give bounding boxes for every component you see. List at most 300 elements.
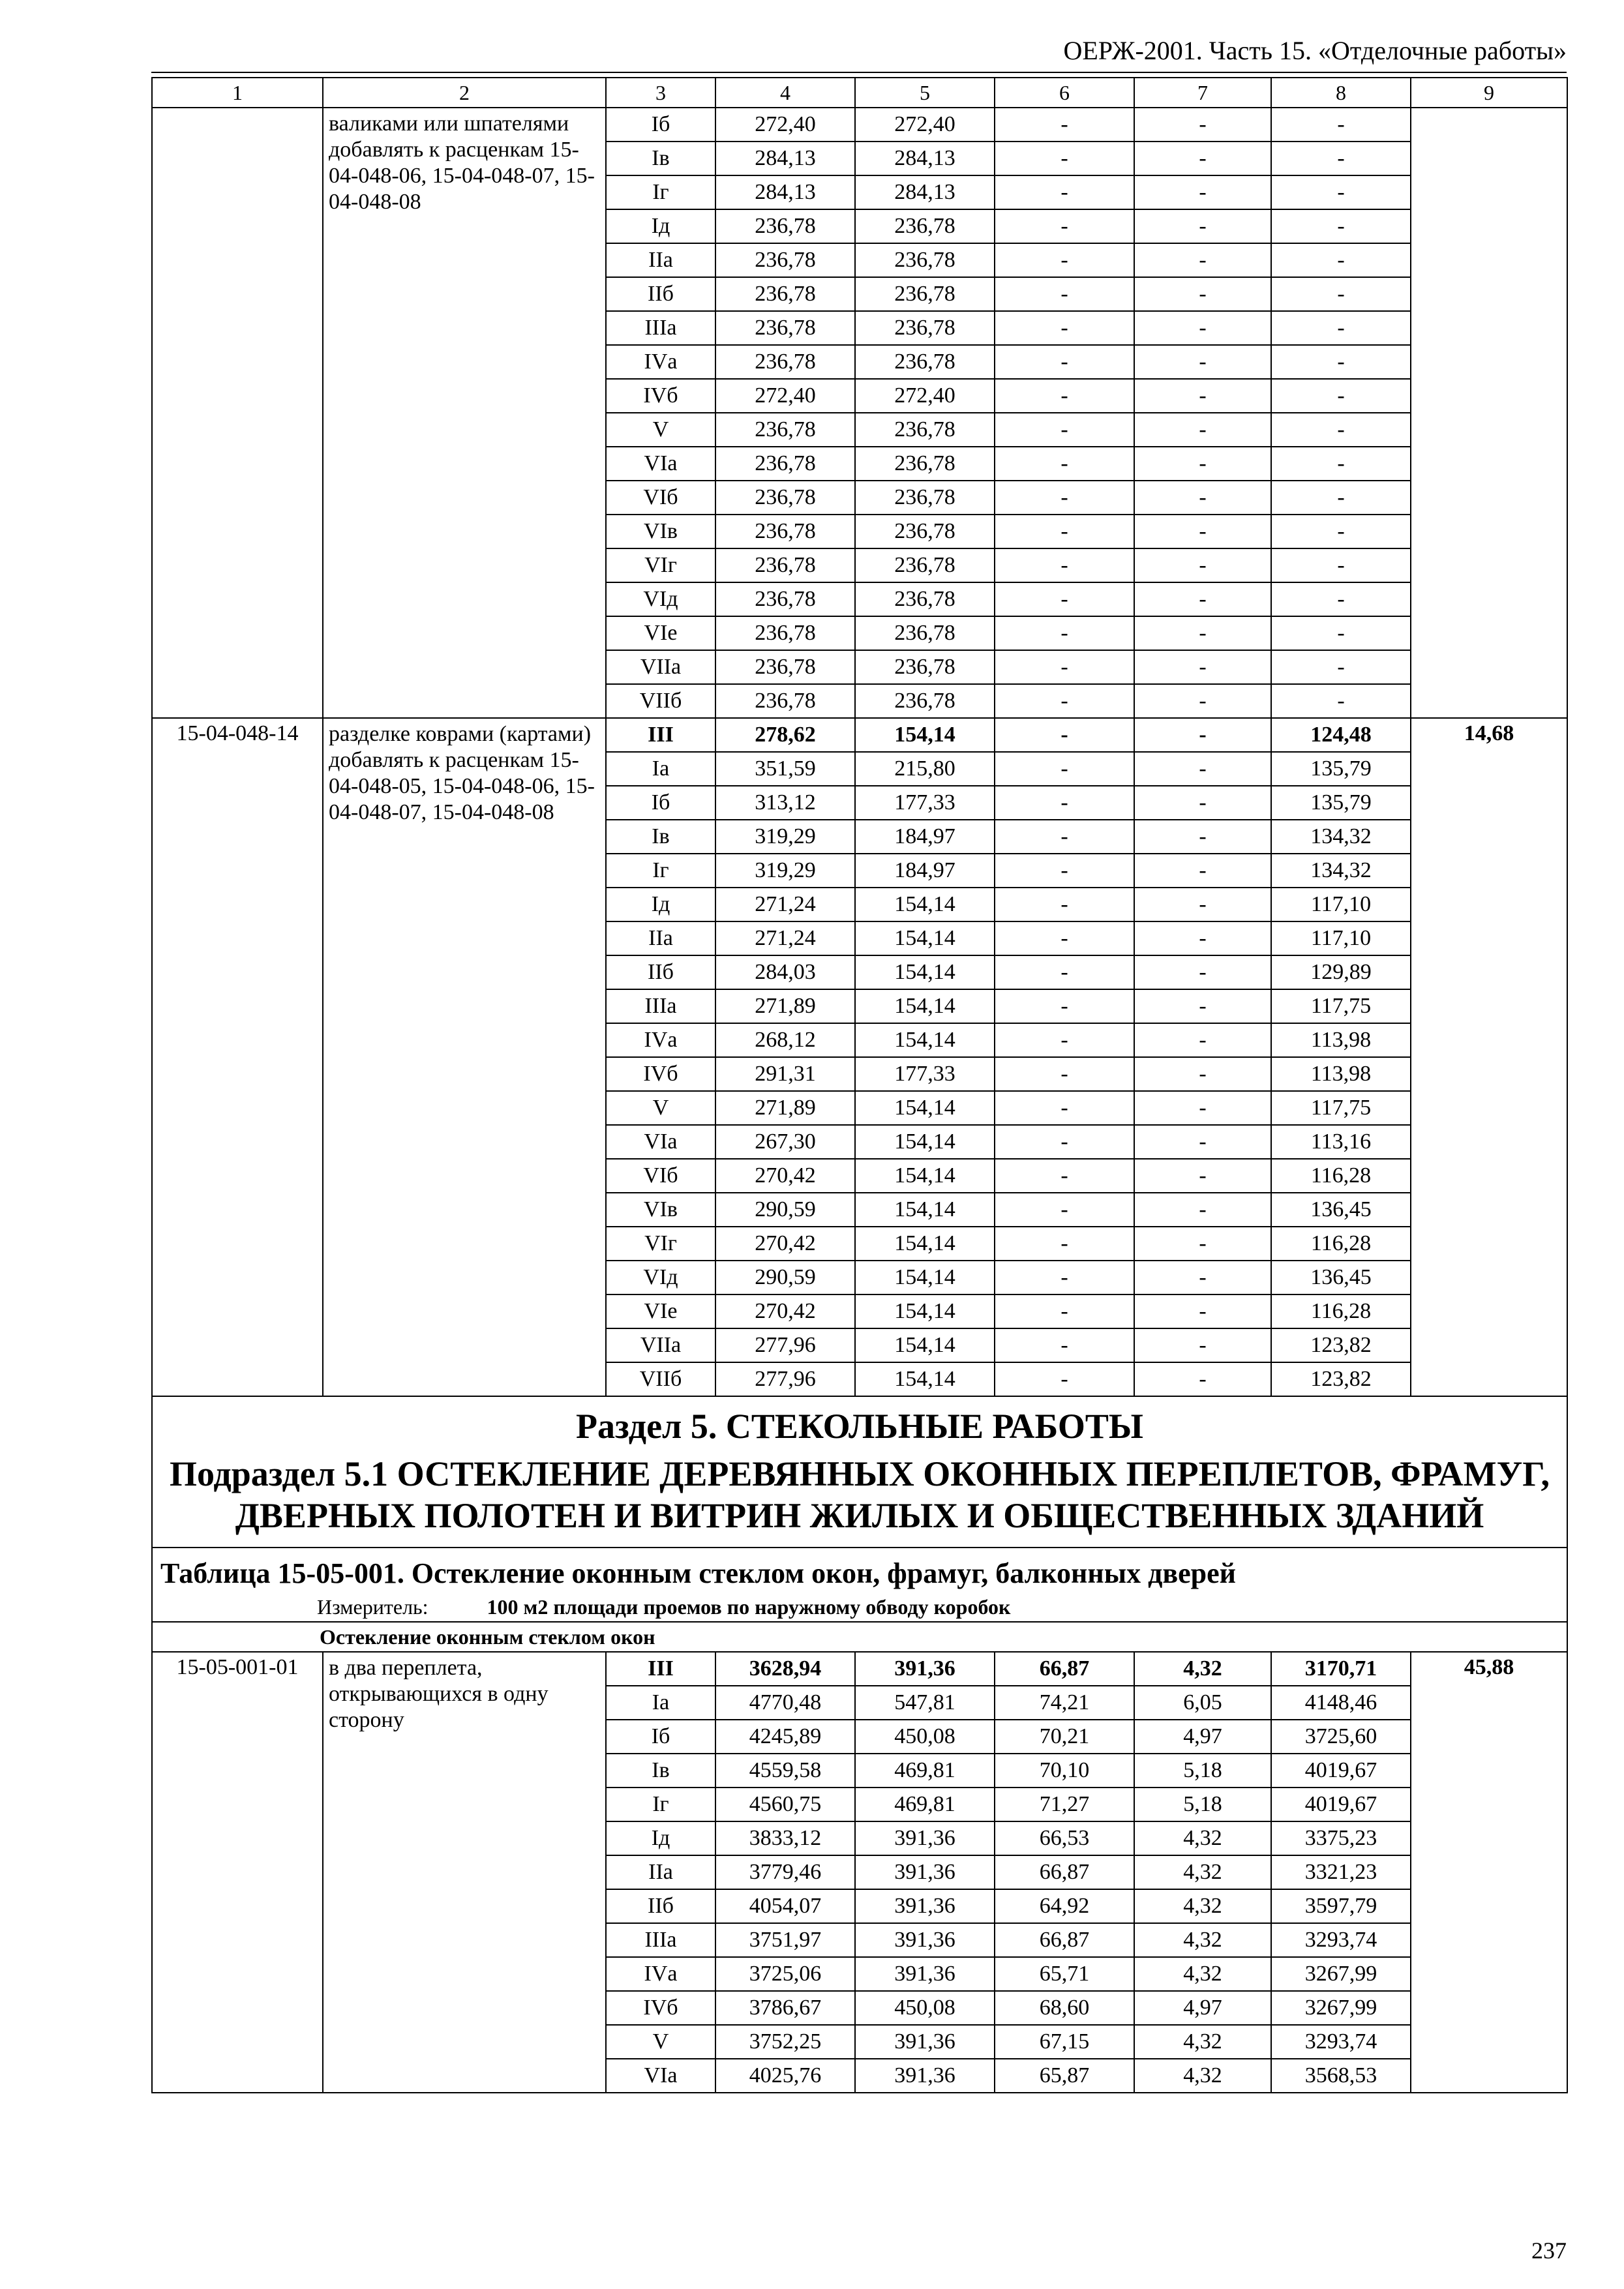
total-cost-cell: 271,24 (715, 921, 855, 955)
zone-cell: Iб (606, 108, 715, 142)
wages-cell: 391,36 (855, 2059, 995, 2093)
total-cost-cell: 236,78 (715, 209, 855, 243)
zone-cell: Iв (606, 820, 715, 854)
zone-cell: Iд (606, 1821, 715, 1855)
zone-cell: IVа (606, 345, 715, 379)
machinist-wages-cell: 4,32 (1134, 1821, 1271, 1855)
wages-cell: 154,14 (855, 1227, 995, 1261)
total-cost-cell: 236,78 (715, 650, 855, 684)
machinist-wages-cell: 4,32 (1134, 1923, 1271, 1957)
zone-cell: IIб (606, 955, 715, 989)
total-cost-cell: 272,40 (715, 379, 855, 413)
materials-cell: 135,79 (1271, 786, 1411, 820)
zone-cell: VIе (606, 616, 715, 650)
measure-line (160, 1596, 1559, 1617)
total-cost-cell: 270,42 (715, 1227, 855, 1261)
zone-cell: VIIа (606, 1328, 715, 1362)
total-cost-cell: 284,13 (715, 175, 855, 209)
total-cost-cell: 3833,12 (715, 1821, 855, 1855)
machines-cell: - (995, 888, 1134, 921)
table-title-row (152, 1548, 1567, 1622)
machines-cell: 70,21 (995, 1720, 1134, 1754)
machinist-wages-cell: - (1134, 447, 1271, 481)
machines-cell: 66,87 (995, 1652, 1134, 1686)
materials-cell: 3321,23 (1271, 1855, 1411, 1889)
wages-cell: 236,78 (855, 345, 995, 379)
zone-cell: Iа (606, 1686, 715, 1720)
machines-cell: 74,21 (995, 1686, 1134, 1720)
machinist-wages-cell: - (1134, 752, 1271, 786)
rate-description: валиками или шпателями добавлять к расценкам 15-04-048-06, 15-04-048-07, 15-04-048-08 (323, 108, 606, 718)
machines-cell: 64,92 (995, 1889, 1134, 1923)
labor-cost-cell: 45,88 (1411, 1652, 1567, 2093)
total-cost-cell: 3779,46 (715, 1855, 855, 1889)
total-cost-cell: 3725,06 (715, 1957, 855, 1991)
materials-cell: - (1271, 515, 1411, 548)
machines-cell: - (995, 752, 1134, 786)
machines-cell: - (995, 379, 1134, 413)
machines-cell: 65,87 (995, 2059, 1134, 2093)
page-number: 237 (1531, 2237, 1567, 2264)
machines-cell: - (995, 345, 1134, 379)
zone-cell: III (606, 718, 715, 752)
materials-cell: 135,79 (1271, 752, 1411, 786)
materials-cell: - (1271, 345, 1411, 379)
materials-cell: 123,82 (1271, 1362, 1411, 1396)
section-title: Раздел 5. СТЕКОЛЬНЫЕ РАБОТЫ (576, 1407, 1143, 1446)
total-cost-cell: 4560,75 (715, 1788, 855, 1821)
machinist-wages-cell: - (1134, 243, 1271, 277)
materials-cell: 117,10 (1271, 888, 1411, 921)
total-cost-cell: 4770,48 (715, 1686, 855, 1720)
machinist-wages-cell: - (1134, 786, 1271, 820)
machinist-wages-cell: - (1134, 684, 1271, 718)
rate-code (152, 108, 323, 718)
machines-cell: - (995, 650, 1134, 684)
total-cost-cell: 3628,94 (715, 1652, 855, 1686)
wages-cell: 391,36 (855, 1821, 995, 1855)
materials-cell: - (1271, 379, 1411, 413)
machinist-wages-cell: 5,18 (1134, 1788, 1271, 1821)
materials-cell: - (1271, 481, 1411, 515)
machines-cell: - (995, 1294, 1134, 1328)
table-title: Таблица 15-05-001. Остекление оконным стеклом окон, фрамуг, балконных дверей (160, 1557, 1237, 1589)
zone-cell: IIа (606, 1855, 715, 1889)
zone-cell: Iд (606, 888, 715, 921)
zone-cell: VIб (606, 1159, 715, 1193)
wages-cell: 236,78 (855, 277, 995, 311)
machinist-wages-cell: - (1134, 175, 1271, 209)
subheading-row (152, 1622, 1567, 1652)
machinist-wages-cell: - (1134, 1294, 1271, 1328)
zone-cell: VIIа (606, 650, 715, 684)
materials-cell: 3293,74 (1271, 2025, 1411, 2059)
total-cost-cell: 278,62 (715, 718, 855, 752)
materials-cell: - (1271, 548, 1411, 582)
total-cost-cell: 3752,25 (715, 2025, 855, 2059)
materials-cell: 4019,67 (1271, 1754, 1411, 1788)
materials-cell: - (1271, 413, 1411, 447)
machinist-wages-cell: - (1134, 1091, 1271, 1125)
total-cost-cell: 284,03 (715, 955, 855, 989)
zone-cell: VIе (606, 1294, 715, 1328)
wages-cell: 154,14 (855, 1328, 995, 1362)
total-cost-cell: 290,59 (715, 1261, 855, 1294)
wages-cell: 154,14 (855, 888, 995, 921)
labor-cost-cell: 14,68 (1411, 718, 1567, 1396)
zone-cell: Iб (606, 786, 715, 820)
machinist-wages-cell: - (1134, 1125, 1271, 1159)
materials-cell: 3267,99 (1271, 1991, 1411, 2025)
zone-cell: Iв (606, 1754, 715, 1788)
wages-cell: 154,14 (855, 1193, 995, 1227)
machines-cell: - (995, 1125, 1134, 1159)
materials-cell: - (1271, 243, 1411, 277)
zone-cell: VIг (606, 1227, 715, 1261)
wages-cell: 236,78 (855, 209, 995, 243)
wages-cell: 177,33 (855, 1057, 995, 1091)
column-number-row (152, 78, 1567, 108)
materials-cell: 4148,46 (1271, 1686, 1411, 1720)
total-cost-cell: 4559,58 (715, 1754, 855, 1788)
zone-cell: IIа (606, 243, 715, 277)
machines-cell: 70,10 (995, 1754, 1134, 1788)
materials-cell: 3170,71 (1271, 1652, 1411, 1686)
zone-cell: VIа (606, 1125, 715, 1159)
zone-cell: VIд (606, 582, 715, 616)
materials-cell: 3597,79 (1271, 1889, 1411, 1923)
total-cost-cell: 268,12 (715, 1023, 855, 1057)
machinist-wages-cell: - (1134, 1057, 1271, 1091)
machinist-wages-cell: - (1134, 345, 1271, 379)
zone-cell: IVа (606, 1023, 715, 1057)
wages-cell: 184,97 (855, 854, 995, 888)
total-cost-cell: 4245,89 (715, 1720, 855, 1754)
total-cost-cell: 236,78 (715, 481, 855, 515)
zone-cell: Iд (606, 209, 715, 243)
zone-cell: VIв (606, 515, 715, 548)
measure-label: Измеритель: (317, 1595, 429, 1619)
machines-cell: 66,53 (995, 1821, 1134, 1855)
machinist-wages-cell: 5,18 (1134, 1754, 1271, 1788)
materials-cell: 129,89 (1271, 955, 1411, 989)
wages-cell: 391,36 (855, 1957, 995, 1991)
zone-cell: IVа (606, 1957, 715, 1991)
wages-cell: 154,14 (855, 718, 995, 752)
materials-cell: 116,28 (1271, 1159, 1411, 1193)
zone-cell: VIа (606, 447, 715, 481)
zone-cell: IIIа (606, 989, 715, 1023)
machinist-wages-cell: 4,32 (1134, 1652, 1271, 1686)
machines-cell: 71,27 (995, 1788, 1134, 1821)
total-cost-cell: 351,59 (715, 752, 855, 786)
wages-cell: 284,13 (855, 175, 995, 209)
total-cost-cell: 236,78 (715, 684, 855, 718)
total-cost-cell: 290,59 (715, 1193, 855, 1227)
total-cost-cell: 236,78 (715, 582, 855, 616)
machinist-wages-cell: - (1134, 854, 1271, 888)
total-cost-cell: 236,78 (715, 548, 855, 582)
machines-cell: - (995, 142, 1134, 175)
materials-cell: 117,75 (1271, 1091, 1411, 1125)
machinist-wages-cell: 4,97 (1134, 1720, 1271, 1754)
wages-cell: 450,08 (855, 1720, 995, 1754)
machinist-wages-cell: - (1134, 481, 1271, 515)
wages-cell: 236,78 (855, 481, 995, 515)
machinist-wages-cell: - (1134, 1023, 1271, 1057)
wages-cell: 236,78 (855, 311, 995, 345)
machinist-wages-cell: - (1134, 311, 1271, 345)
wages-cell: 284,13 (855, 142, 995, 175)
zone-cell: III (606, 1652, 715, 1686)
materials-cell: 116,28 (1271, 1294, 1411, 1328)
total-cost-cell: 313,12 (715, 786, 855, 820)
machines-cell: - (995, 955, 1134, 989)
total-cost-cell: 271,24 (715, 888, 855, 921)
machines-cell: - (995, 481, 1134, 515)
total-cost-cell: 236,78 (715, 616, 855, 650)
materials-cell: 3293,74 (1271, 1923, 1411, 1957)
machinist-wages-cell: - (1134, 1193, 1271, 1227)
total-cost-cell: 272,40 (715, 108, 855, 142)
machines-cell: - (995, 1091, 1134, 1125)
machines-cell: - (995, 548, 1134, 582)
column-number: 1 (152, 78, 323, 108)
column-number: 5 (855, 78, 995, 108)
machines-cell: - (995, 175, 1134, 209)
wages-cell: 154,14 (855, 1261, 995, 1294)
materials-cell: - (1271, 684, 1411, 718)
column-number: 4 (715, 78, 855, 108)
materials-cell: - (1271, 209, 1411, 243)
total-cost-cell: 291,31 (715, 1057, 855, 1091)
machinist-wages-cell: - (1134, 718, 1271, 752)
rate-description: в два переплета, открывающихся в одну сторону (323, 1652, 606, 2093)
wages-cell: 391,36 (855, 1855, 995, 1889)
labor-cost-cell (1411, 108, 1567, 718)
machines-cell: - (995, 718, 1134, 752)
machinist-wages-cell: - (1134, 413, 1271, 447)
materials-cell: 3568,53 (1271, 2059, 1411, 2093)
wages-cell: 391,36 (855, 1889, 995, 1923)
wages-cell: 154,14 (855, 1023, 995, 1057)
materials-cell: 134,32 (1271, 854, 1411, 888)
machines-cell: - (995, 311, 1134, 345)
materials-cell: 3267,99 (1271, 1957, 1411, 1991)
machines-cell: - (995, 820, 1134, 854)
wages-cell: 177,33 (855, 786, 995, 820)
page-header: ОЕРЖ-2001. Часть 15. «Отделочные работы» (1063, 36, 1567, 65)
total-cost-cell: 4054,07 (715, 1889, 855, 1923)
materials-cell: 136,45 (1271, 1261, 1411, 1294)
machinist-wages-cell: - (1134, 142, 1271, 175)
zone-cell: IVб (606, 379, 715, 413)
total-cost-cell: 319,29 (715, 820, 855, 854)
materials-cell: - (1271, 142, 1411, 175)
table-row (152, 718, 1567, 752)
total-cost-cell: 277,96 (715, 1328, 855, 1362)
wages-cell: 236,78 (855, 413, 995, 447)
materials-cell: 117,10 (1271, 921, 1411, 955)
wages-cell: 154,14 (855, 1362, 995, 1396)
zone-cell: VIIб (606, 1362, 715, 1396)
machines-cell: - (995, 582, 1134, 616)
materials-cell: 117,75 (1271, 989, 1411, 1023)
zone-cell: VIIб (606, 684, 715, 718)
total-cost-cell: 267,30 (715, 1125, 855, 1159)
total-cost-cell: 277,96 (715, 1362, 855, 1396)
machines-cell: - (995, 108, 1134, 142)
subsection-title: Подраздел 5.1 ОСТЕКЛЕНИЕ ДЕРЕВЯННЫХ ОКОННЫХ ПЕРЕПЛЕТОВ, ФРАМУГ, ДВЕРНЫХ ПОЛОТЕН И ВИТРИН ЖИЛЫХ И ОБЩЕСТВЕННЫХ ЗДАНИЙ (169, 1454, 1550, 1535)
zone-cell: V (606, 1091, 715, 1125)
rates-table (151, 77, 1568, 2093)
wages-cell: 236,78 (855, 616, 995, 650)
machinist-wages-cell: - (1134, 1328, 1271, 1362)
machinist-wages-cell: 4,32 (1134, 2025, 1271, 2059)
materials-cell: - (1271, 447, 1411, 481)
wages-cell: 154,14 (855, 1159, 995, 1193)
machinist-wages-cell: 4,97 (1134, 1991, 1271, 2025)
wages-cell: 184,97 (855, 820, 995, 854)
total-cost-cell: 3751,97 (715, 1923, 855, 1957)
wages-cell: 236,78 (855, 684, 995, 718)
wages-cell: 272,40 (855, 108, 995, 142)
rate-code: 15-05-001-01 (152, 1652, 323, 2093)
zone-cell: IIа (606, 921, 715, 955)
total-cost-cell: 4025,76 (715, 2059, 855, 2093)
machines-cell: - (995, 1193, 1134, 1227)
measure-value: 100 м2 площади проемов по наружному обводу коробок (487, 1595, 1011, 1619)
wages-cell: 154,14 (855, 955, 995, 989)
total-cost-cell: 236,78 (715, 311, 855, 345)
machines-cell: - (995, 515, 1134, 548)
wages-cell: 391,36 (855, 1923, 995, 1957)
zone-cell: IIIа (606, 311, 715, 345)
machines-cell: 66,87 (995, 1855, 1134, 1889)
table-title-cell (152, 1548, 1567, 1622)
materials-cell: 113,16 (1271, 1125, 1411, 1159)
zone-cell: VIг (606, 548, 715, 582)
machines-cell: - (995, 447, 1134, 481)
machinist-wages-cell: - (1134, 1261, 1271, 1294)
machinist-wages-cell: - (1134, 277, 1271, 311)
wages-cell: 236,78 (855, 548, 995, 582)
machines-cell: - (995, 1159, 1134, 1193)
machinist-wages-cell: - (1134, 989, 1271, 1023)
machines-cell: - (995, 1362, 1134, 1396)
wages-cell: 469,81 (855, 1754, 995, 1788)
total-cost-cell: 236,78 (715, 447, 855, 481)
machines-cell: - (995, 1227, 1134, 1261)
total-cost-cell: 236,78 (715, 243, 855, 277)
machinist-wages-cell: - (1134, 209, 1271, 243)
column-number: 7 (1134, 78, 1271, 108)
wages-cell: 236,78 (855, 582, 995, 616)
total-cost-cell: 3786,67 (715, 1991, 855, 2025)
zone-cell: Iг (606, 175, 715, 209)
machinist-wages-cell: - (1134, 616, 1271, 650)
total-cost-cell: 236,78 (715, 277, 855, 311)
total-cost-cell: 271,89 (715, 989, 855, 1023)
materials-cell: 113,98 (1271, 1023, 1411, 1057)
machinist-wages-cell: 4,32 (1134, 1957, 1271, 1991)
zone-cell: IIIа (606, 1923, 715, 1957)
wages-cell: 391,36 (855, 2025, 995, 2059)
machinist-wages-cell: 4,32 (1134, 2059, 1271, 2093)
total-cost-cell: 284,13 (715, 142, 855, 175)
zone-cell: VIд (606, 1261, 715, 1294)
machinist-wages-cell: - (1134, 888, 1271, 921)
machines-cell: 67,15 (995, 2025, 1134, 2059)
wages-cell: 154,14 (855, 989, 995, 1023)
machinist-wages-cell: - (1134, 515, 1271, 548)
machines-cell: - (995, 1261, 1134, 1294)
total-cost-cell: 236,78 (715, 345, 855, 379)
zone-cell: VIб (606, 481, 715, 515)
materials-cell: 116,28 (1271, 1227, 1411, 1261)
machinist-wages-cell: - (1134, 1227, 1271, 1261)
section-heading-row (152, 1396, 1567, 1548)
zone-cell: VIв (606, 1193, 715, 1227)
machines-cell: - (995, 1328, 1134, 1362)
materials-cell: - (1271, 277, 1411, 311)
column-number: 8 (1271, 78, 1411, 108)
materials-cell: - (1271, 616, 1411, 650)
wages-cell: 236,78 (855, 447, 995, 481)
machines-cell: - (995, 1057, 1134, 1091)
total-cost-cell: 236,78 (715, 515, 855, 548)
header-rule (151, 72, 1567, 73)
column-number: 3 (606, 78, 715, 108)
materials-cell: 3725,60 (1271, 1720, 1411, 1754)
machines-cell: - (995, 277, 1134, 311)
table-row (152, 108, 1567, 142)
machinist-wages-cell: - (1134, 1362, 1271, 1396)
wages-cell: 547,81 (855, 1686, 995, 1720)
machinist-wages-cell: - (1134, 108, 1271, 142)
machines-cell: - (995, 243, 1134, 277)
column-number: 2 (323, 78, 606, 108)
machines-cell: 68,60 (995, 1991, 1134, 2025)
machinist-wages-cell: - (1134, 820, 1271, 854)
wages-cell: 391,36 (855, 1652, 995, 1686)
materials-cell: 123,82 (1271, 1328, 1411, 1362)
zone-cell: IVб (606, 1991, 715, 2025)
materials-cell: - (1271, 108, 1411, 142)
materials-cell: 3375,23 (1271, 1821, 1411, 1855)
machines-cell: 65,71 (995, 1957, 1134, 1991)
materials-cell: 136,45 (1271, 1193, 1411, 1227)
rate-code: 15-04-048-14 (152, 718, 323, 1396)
machinist-wages-cell: 4,32 (1134, 1889, 1271, 1923)
total-cost-cell: 270,42 (715, 1159, 855, 1193)
zone-cell: Iв (606, 142, 715, 175)
total-cost-cell: 236,78 (715, 413, 855, 447)
machinist-wages-cell: - (1134, 955, 1271, 989)
machines-cell: - (995, 854, 1134, 888)
machinist-wages-cell: - (1134, 548, 1271, 582)
zone-cell: V (606, 413, 715, 447)
zone-cell: VIа (606, 2059, 715, 2093)
wages-cell: 236,78 (855, 515, 995, 548)
zone-cell: V (606, 2025, 715, 2059)
section-heading (152, 1396, 1567, 1548)
machines-cell: 66,87 (995, 1923, 1134, 1957)
wages-cell: 236,78 (855, 243, 995, 277)
wages-cell: 154,14 (855, 1294, 995, 1328)
total-cost-cell: 319,29 (715, 854, 855, 888)
machines-cell: - (995, 921, 1134, 955)
